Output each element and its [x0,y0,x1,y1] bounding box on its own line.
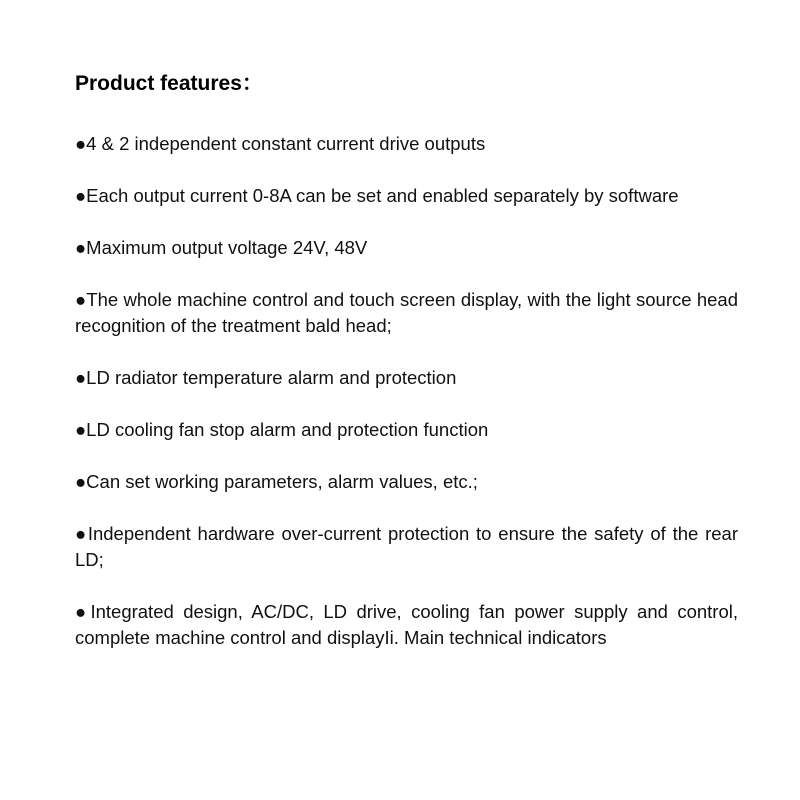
feature-item: ●LD radiator temperature alarm and protection [75,367,457,388]
feature-item: ●Integrated design, AC/DC, LD drive, cooling fan power supply and control, complete machine control and displayIi. Main technical indicators [75,601,738,648]
feature-item: ●Can set working parameters, alarm values, etc.; [75,471,478,492]
feature-item: ●LD cooling fan stop alarm and protection function [75,419,489,440]
feature-item: ●4 & 2 independent constant current drive outputs [75,133,486,154]
feature-item: ●Independent hardware over-current protection to ensure the safety of the rear LD; [75,523,738,570]
feature-item: ●Maximum output voltage 24V, 48V [75,237,368,258]
feature-list [75,131,738,651]
product-features-section [75,70,738,677]
feature-item: ●The whole machine control and touch screen display, with the light source head recognition of the treatment bald head; [75,289,738,336]
feature-item: ●Each output current 0-8A can be set and enabled separately by software [75,185,679,206]
section-heading: Product features： [75,72,263,95]
